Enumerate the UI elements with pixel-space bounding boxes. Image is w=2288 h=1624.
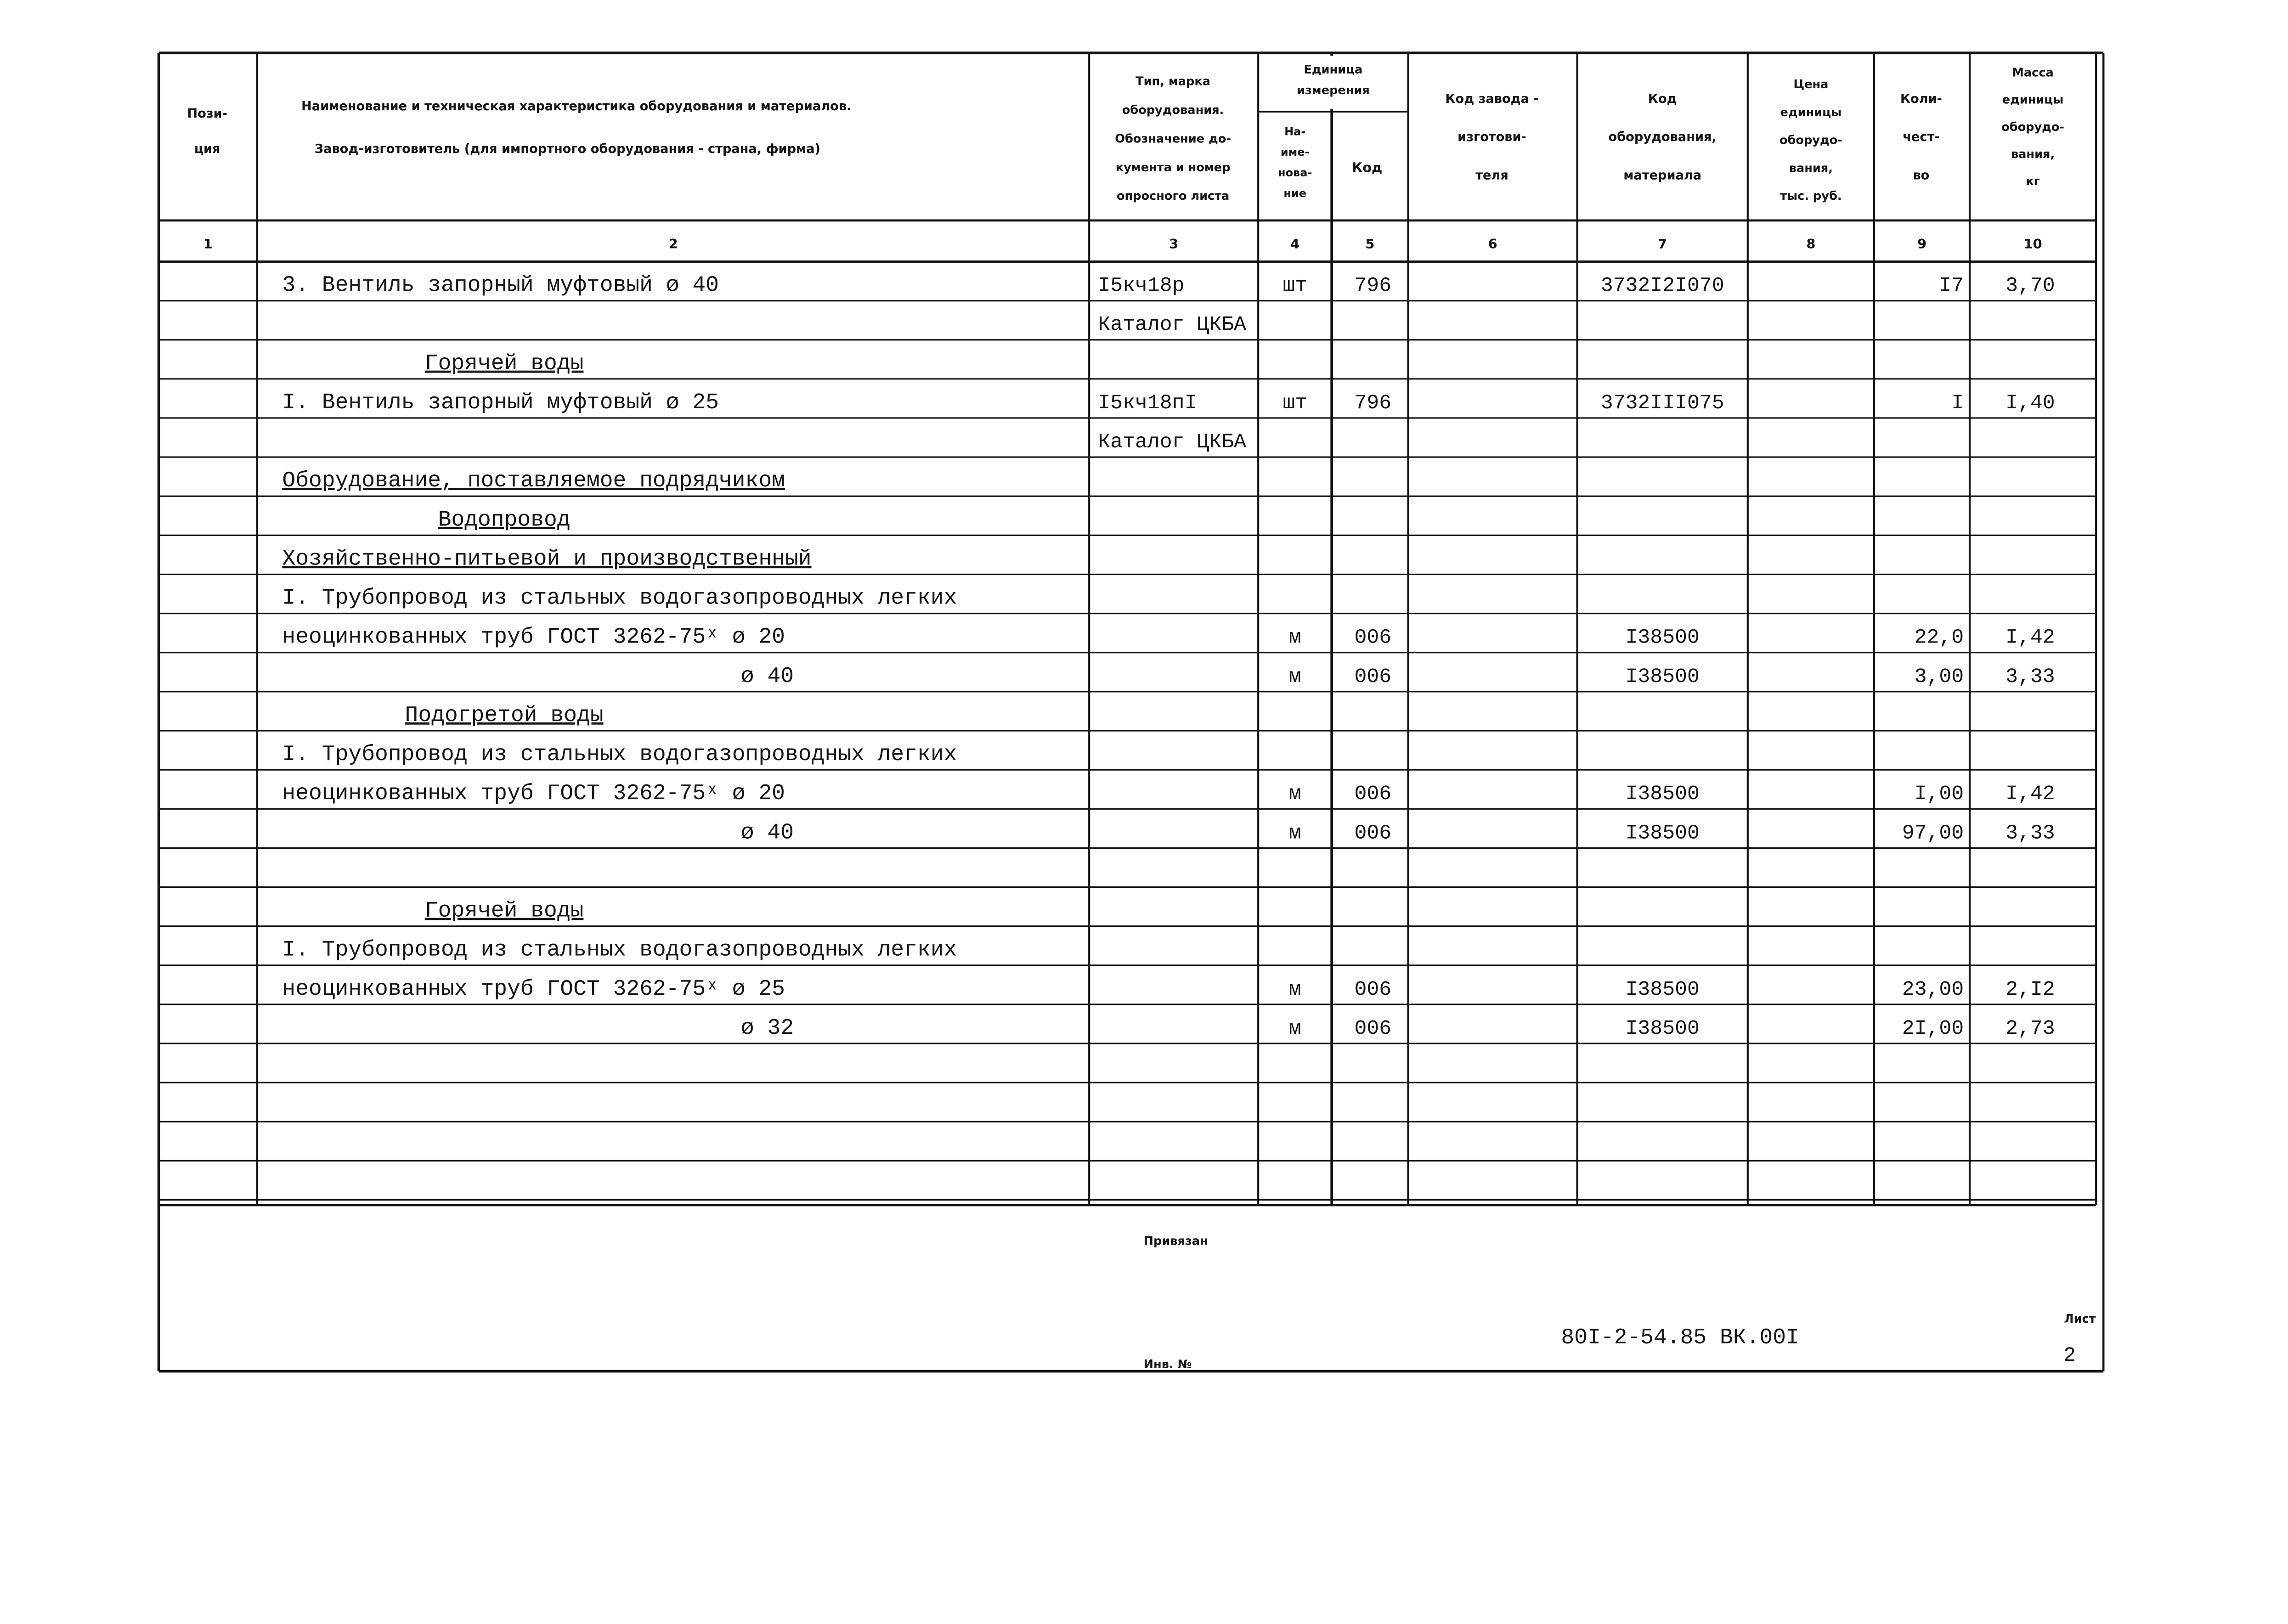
item-unit-code: 796 [1354, 274, 1392, 298]
item-unit: м [1288, 978, 1301, 1001]
header-label: Единица [1304, 63, 1363, 77]
header-label: оборудования. [1122, 103, 1224, 117]
item-quantity: I7 [1939, 274, 1964, 298]
header-label: Коли- [1900, 92, 1942, 106]
item-quantity: I [1951, 391, 1964, 415]
header-label: измерения [1296, 83, 1370, 97]
item-type: Каталог ЦКБА [1098, 313, 1246, 337]
item-type: I5кч18пI [1098, 391, 1197, 415]
header-label: кумента и номер [1115, 160, 1231, 175]
item-quantity: 23,00 [1902, 978, 1964, 1001]
item-unit: м [1288, 626, 1301, 649]
column-number: 1 [203, 236, 213, 252]
header-label: тыс. руб. [1780, 189, 1842, 203]
item-unit-code: 006 [1354, 822, 1392, 845]
header-label: изготови- [1458, 130, 1526, 145]
item-name: I. Трубопровод из стальных водогазопроводных легких [282, 586, 957, 611]
header-label: вания, [2011, 147, 2055, 161]
header-label: Обозначение до- [1115, 132, 1231, 146]
item-unit: м [1288, 822, 1301, 845]
item-name: Горячей воды [424, 351, 584, 376]
item-name: неоцинкованных труб ГОСТ 3262-75ˣ ø 25 [282, 976, 785, 1002]
item-unit-code: 006 [1354, 783, 1392, 806]
header-label: име- [1280, 146, 1310, 159]
item-name: ø 40 [740, 664, 794, 689]
item-name: неоцинкованных труб ГОСТ 3262-75ˣ ø 20 [282, 781, 785, 806]
column-number: 7 [1658, 236, 1667, 252]
item-equipment-code: 3732I2I070 [1600, 274, 1724, 298]
column-number: 10 [2023, 236, 2042, 252]
item-type: Каталог ЦКБА [1098, 431, 1246, 454]
title-block [1135, 1229, 2103, 1371]
header-label: единицы [1780, 105, 1842, 119]
item-type: I5кч18р [1098, 274, 1185, 298]
item-unit-code: 006 [1354, 978, 1392, 1001]
item-name: Хозяйственно-питьевой и производственный [282, 547, 812, 572]
item-mass: 3,33 [2006, 665, 2055, 688]
sheet-label: Лист [2064, 1312, 2096, 1326]
item-unit-code: 006 [1354, 1017, 1392, 1040]
header-label: Цена [1793, 78, 1829, 91]
item-name: ø 32 [740, 1015, 794, 1041]
item-name: I. Трубопровод из стальных водогазопроводных легких [282, 937, 957, 963]
column-number: 2 [668, 236, 678, 252]
item-equipment-code: I38500 [1625, 1017, 1700, 1040]
header-label: ние [1283, 186, 1307, 200]
item-equipment-code: 3732III075 [1600, 391, 1724, 415]
item-mass: I,42 [2006, 626, 2055, 649]
item-unit-code: 006 [1354, 626, 1392, 649]
item-name: ø 40 [740, 820, 794, 846]
column-number: 3 [1169, 236, 1179, 252]
item-quantity: I,00 [1914, 783, 1964, 806]
header-label: Тип, марка [1136, 74, 1211, 89]
item-unit: шт [1282, 391, 1308, 415]
item-name: I. Вентиль запорный муфтовый ø 25 [282, 390, 719, 415]
item-unit: шт [1282, 274, 1308, 298]
header-label: Код [1648, 92, 1677, 106]
item-mass: 2,73 [2006, 1017, 2055, 1040]
item-unit-code: 006 [1354, 665, 1392, 688]
item-unit-code: 796 [1354, 391, 1392, 415]
header-label: Пози- [187, 107, 227, 121]
bound-label: Привязан [1143, 1234, 1208, 1248]
column-number: 4 [1290, 236, 1300, 252]
item-name: 3. Вентиль запорный муфтовый ø 40 [282, 273, 719, 298]
item-mass: 2,I2 [2006, 978, 2055, 1001]
header-label: теля [1475, 168, 1508, 183]
header-label: На- [1284, 125, 1306, 138]
header-label: опросного листа [1116, 189, 1230, 203]
header-label: нова- [1277, 166, 1312, 179]
inventory-label: Инв. № [1143, 1358, 1192, 1372]
item-name: Водопровод [438, 508, 571, 533]
column-numbers-row [203, 236, 2042, 252]
item-equipment-code: I38500 [1625, 822, 1700, 845]
header-label: вания, [1789, 161, 1833, 175]
header-label: единицы [2002, 93, 2064, 107]
header-label: ция [194, 141, 220, 156]
item-name: Подогретой воды [405, 703, 604, 728]
header-label: кг [2026, 175, 2040, 189]
item-unit: м [1288, 665, 1301, 688]
document-code: 80I-2-54.85 ВК.00I [1561, 1325, 1799, 1350]
column-number: 6 [1488, 236, 1497, 252]
column-number: 5 [1365, 236, 1375, 252]
header-label: Наименование и техническая характеристика оборудования и материалов. [301, 99, 852, 113]
header-label: Код [1351, 159, 1383, 175]
item-equipment-code: I38500 [1625, 665, 1700, 688]
item-unit: м [1288, 783, 1301, 806]
header-label: во [1913, 168, 1930, 183]
column-number: 9 [1917, 236, 1927, 252]
item-unit: м [1288, 1017, 1301, 1040]
item-equipment-code: I38500 [1625, 978, 1700, 1001]
item-mass: I,42 [2006, 783, 2055, 806]
header-label: Завод-изготовитель (для импортного оборудования - страна, фирма) [314, 141, 821, 156]
header-label: чест- [1903, 130, 1940, 145]
item-equipment-code: I38500 [1625, 626, 1700, 649]
item-quantity: 97,00 [1902, 822, 1964, 845]
item-equipment-code: I38500 [1625, 783, 1700, 806]
header-label: оборудования, [1608, 130, 1717, 145]
item-name: I. Трубопровод из стальных водогазопроводных легких [282, 742, 957, 767]
header-label: Масса [2012, 66, 2054, 80]
sheet-number: 2 [2063, 1344, 2076, 1368]
item-name: Оборудование, поставляемое подрядчиком [282, 468, 785, 494]
item-name: Горячей воды [424, 898, 584, 924]
item-quantity: 22,0 [1914, 626, 1964, 649]
table-header [187, 63, 2064, 203]
header-label: оборудо- [2001, 120, 2065, 134]
item-name: неоцинкованных труб ГОСТ 3262-75ˣ ø 20 [282, 625, 785, 650]
column-number: 8 [1806, 236, 1816, 252]
header-label: Код завода - [1445, 92, 1539, 106]
item-mass: 3,33 [2006, 822, 2055, 845]
item-quantity: 3,00 [1914, 665, 1964, 688]
item-mass: 3,70 [2006, 274, 2055, 298]
header-label: оборудо- [1779, 133, 1842, 147]
item-mass: I,40 [2006, 391, 2055, 415]
item-quantity: 2I,00 [1902, 1017, 1964, 1040]
header-label: материала [1623, 168, 1702, 183]
